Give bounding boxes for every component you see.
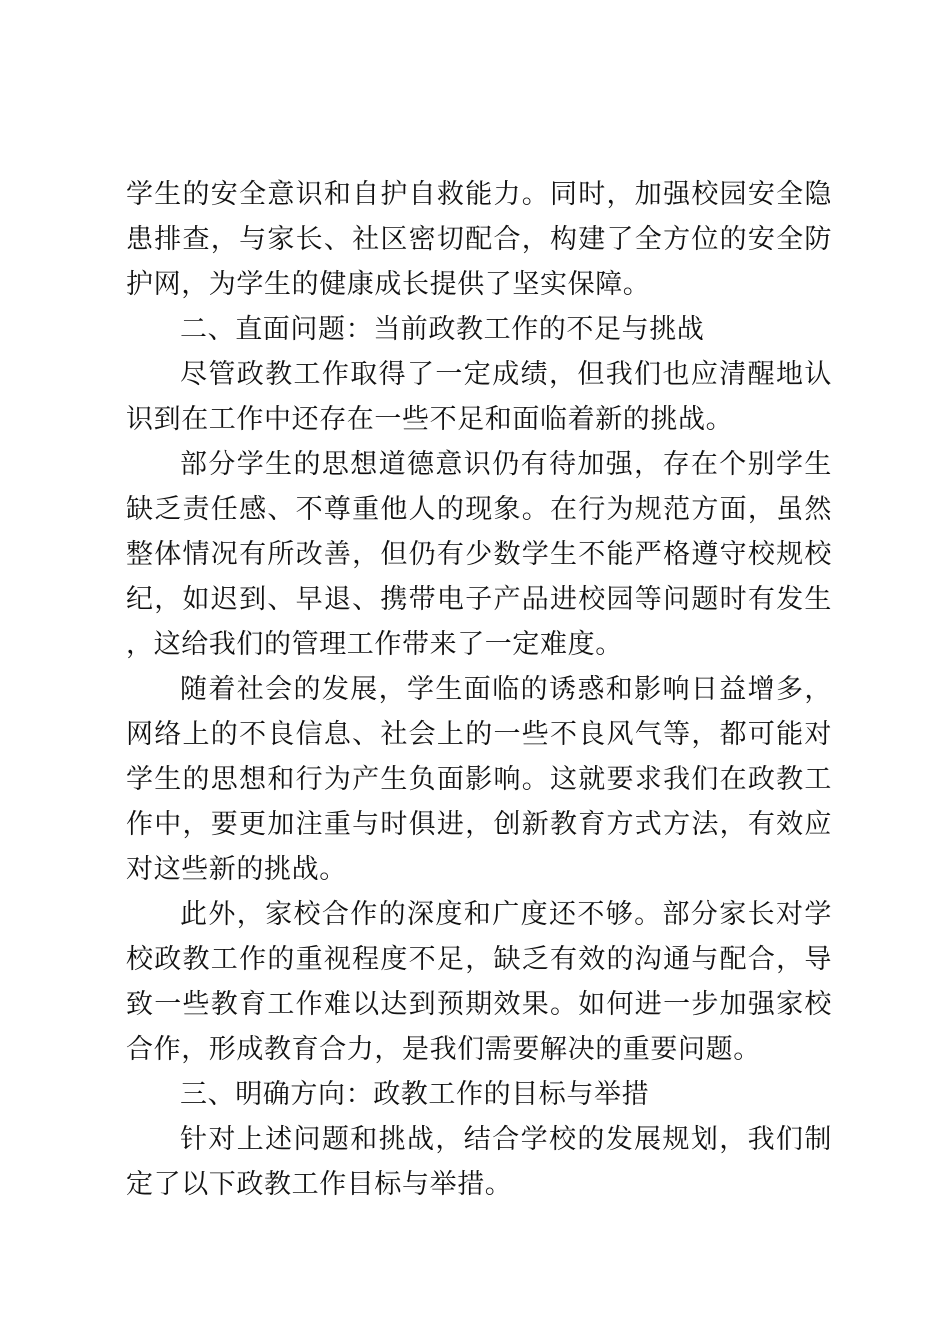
paragraph: 尽管政教工作取得了一定成绩，但我们也应清醒地认识到在工作中还存在一些不足和面临着新的挑战。 — [126, 359, 832, 435]
paragraph: 随着社会的发展，学生面临的诱惑和影响日益增多，网络上的不良信息、社会上的一些不良风气等，都可能对学生的思想和行为产生负面影响。这就要求我们在政教工作中，要更加注重与时俱进，创新教育方式方法，有效应对这些新的挑战。 — [126, 674, 832, 885]
paragraph: 针对上述问题和挑战，结合学校的发展规划，我们制定了以下政教工作目标与举措。 — [126, 1124, 832, 1200]
paragraph: 部分学生的思想道德意识仍有待加强，存在个别学生缺乏责任感、不尊重他人的现象。在行为规范方面，虽然整体情况有所改善，但仍有少数学生不能严格遵守校规校纪，如迟到、早退、携带电子产品进校园等问题时有发生，这给我们的管理工作带来了一定难度。 — [126, 449, 832, 660]
paragraph-continuation: 学生的安全意识和自护自救能力。同时，加强校园安全隐患排查，与家长、社区密切配合，构建了全方位的安全防护网，为学生的健康成长提供了坚实保障。 — [126, 179, 832, 300]
paragraph: 此外，家校合作的深度和广度还不够。部分家长对学校政教工作的重视程度不足，缺乏有效的沟通与配合，导致一些教育工作难以达到预期效果。如何进一步加强家校合作，形成教育合力，是我们需要解决的重要问题。 — [126, 899, 832, 1065]
section-heading-2: 二、直面问题：当前政教工作的不足与挑战 — [180, 314, 705, 345]
section-heading-3: 三、明确方向：政教工作的目标与举措 — [180, 1079, 650, 1110]
document-body — [126, 172, 832, 1207]
